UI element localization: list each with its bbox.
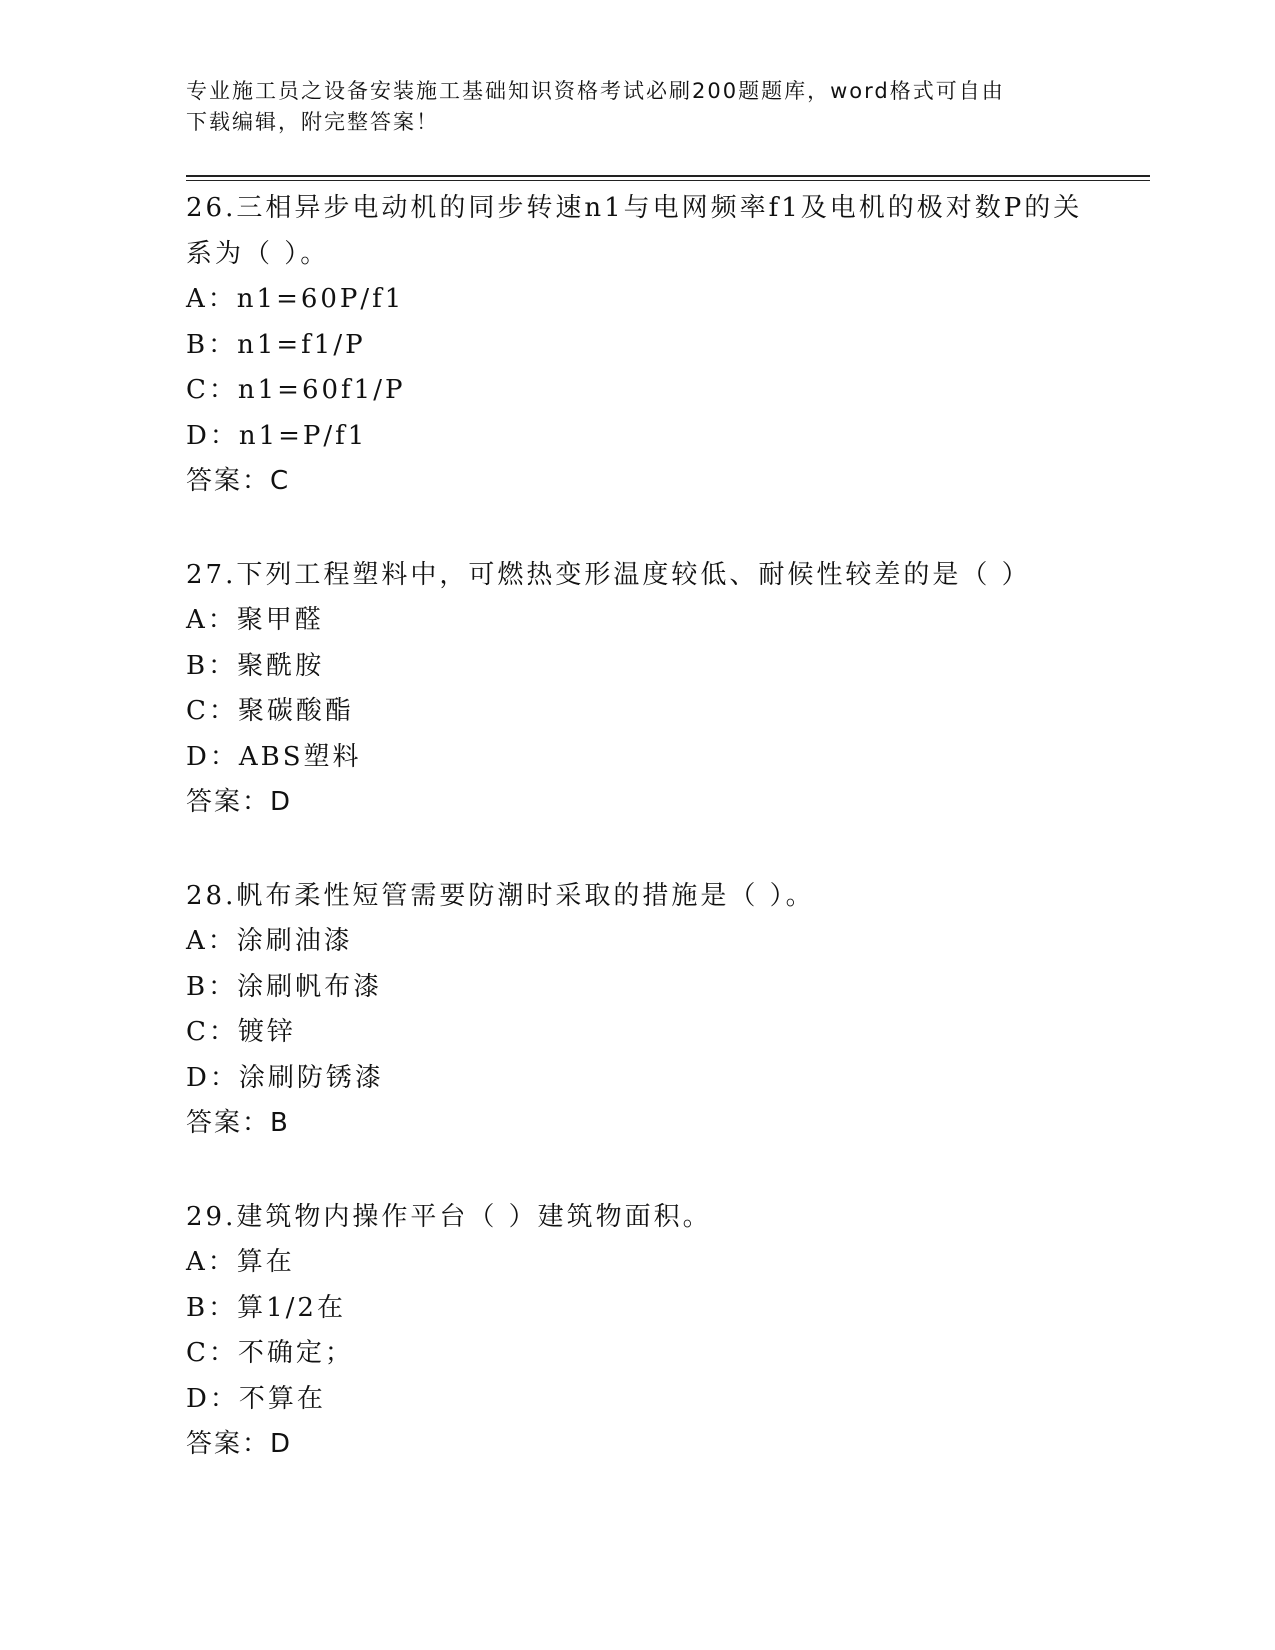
option-c: C：聚碳酸酯 bbox=[186, 696, 354, 726]
answer-line: 答案：D bbox=[186, 1429, 293, 1459]
option-c: C：n1=60f1/P bbox=[186, 375, 406, 405]
answer-line: 答案：B bbox=[186, 1108, 290, 1138]
question-stem: 27.下列工程塑料中，可燃热变形温度较低、耐候性较差的是（ ） bbox=[186, 559, 1031, 590]
option-a: A：涂刷油漆 bbox=[186, 926, 353, 956]
option-b: B：涂刷帆布漆 bbox=[186, 971, 383, 1002]
question-26 bbox=[186, 186, 1086, 505]
option-c: C：不确定； bbox=[186, 1338, 354, 1368]
answer-line: 答案：D bbox=[186, 787, 293, 817]
question-list bbox=[186, 186, 1086, 1516]
question-29 bbox=[186, 1195, 1086, 1468]
question-27 bbox=[186, 553, 1086, 826]
option-b: B：算1/2在 bbox=[186, 1292, 346, 1323]
option-a: A：聚甲醛 bbox=[186, 605, 324, 635]
header-divider-thick bbox=[186, 175, 1150, 177]
document-header bbox=[186, 76, 1086, 138]
header-line-1: 专业施工员之设备安装施工基础知识资格考试必刷200题题库，word格式可自由 bbox=[186, 79, 1005, 103]
answer-line: 答案：C bbox=[186, 466, 291, 496]
question-stem: 29.建筑物内操作平台（ ）建筑物面积。 bbox=[186, 1201, 712, 1232]
option-c: C：镀锌 bbox=[186, 1017, 296, 1047]
option-a: A：n1=60P/f1 bbox=[186, 284, 405, 314]
question-stem: 28.帆布柔性短管需要防潮时采取的措施是（ ）。 bbox=[186, 880, 815, 911]
option-b: B：n1=f1/P bbox=[186, 329, 366, 360]
option-d: D：不算在 bbox=[186, 1383, 326, 1414]
question-stem: 26.三相异步电动机的同步转速n1与电网频率f1及电机的极对数P的关系为（ ）。 bbox=[186, 193, 1083, 269]
option-d: D：ABS塑料 bbox=[186, 741, 362, 772]
question-28 bbox=[186, 874, 1086, 1147]
option-d: D：涂刷防锈漆 bbox=[186, 1062, 384, 1093]
header-divider-thin bbox=[186, 180, 1150, 181]
option-d: D：n1=P/f1 bbox=[186, 420, 368, 451]
header-line-2: 下载编辑，附完整答案！ bbox=[186, 110, 439, 134]
option-b: B：聚酰胺 bbox=[186, 650, 325, 681]
option-a: A：算在 bbox=[186, 1247, 295, 1277]
